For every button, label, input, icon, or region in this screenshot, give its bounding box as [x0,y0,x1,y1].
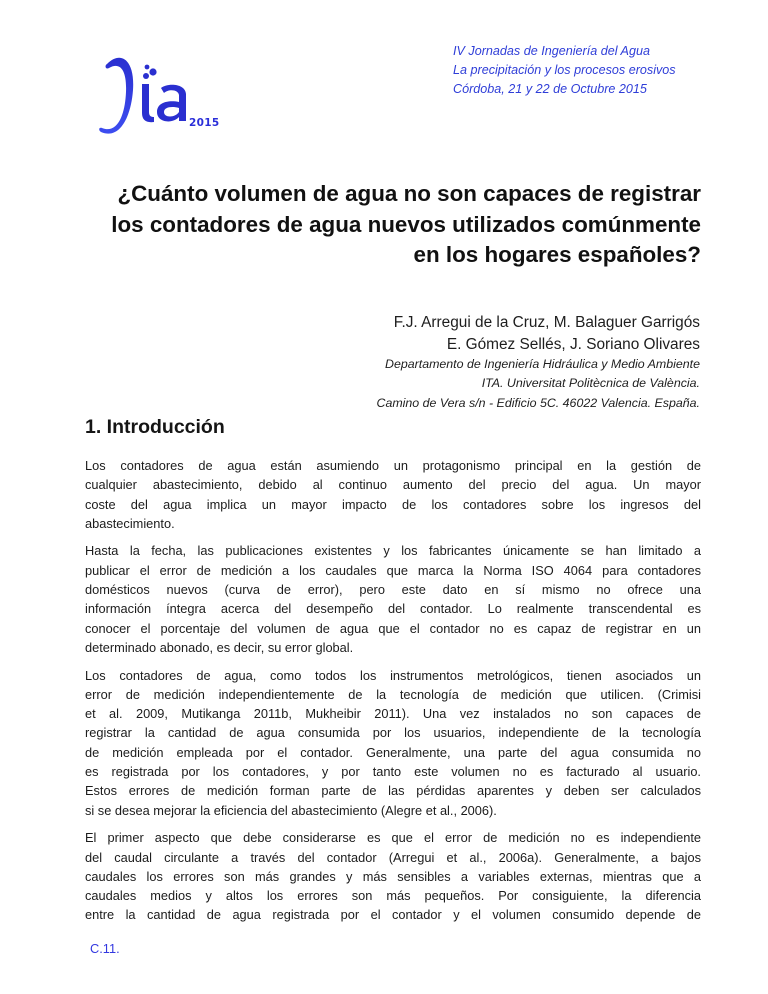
page-number: C.11. [90,941,120,956]
text-line: et al. 2009, Mutikanga 2011b, Mukheibir 2011). Una vez instalados no son capaces de [85,706,701,722]
text-line: determinado abonado, es decir, su error global. [85,639,354,655]
authors-line: E. Gómez Sellés, J. Soriano Olivares [446,336,700,353]
conference-info [453,42,676,99]
title-line: ¿Cuánto volumen de agua no son capaces de registrar [117,181,701,206]
text-line: del caudal circulante a través del contador (Arregui et al., 2006a). Generalmente, a bajos [85,849,701,865]
text-line: información íntegra acerca del desempeño del contador. Lo realmente transcendental es [85,601,701,617]
authors [394,312,700,356]
section-body [85,456,701,933]
logo-year: 2015 [189,117,220,129]
paragraph [85,666,701,820]
conference-date-location: Córdoba, 21 y 22 de Octubre 2015 [453,82,647,96]
conference-logo [95,50,235,150]
jia-logo-icon [95,50,235,150]
text-line: entre la cantidad de agua registrada por el contador y el volumen consumido depende de [85,907,701,923]
section-heading: 1. Introducción [85,416,225,438]
conference-theme: La precipitación y los procesos erosivos [453,63,676,77]
affiliation-line: Departamento de Ingeniería Hidráulica y Medio Ambiente [385,357,700,371]
text-line: es registrada por los contadores, y por tanto este volumen no es facturado al usuario. [85,764,701,780]
paper-title [80,179,701,271]
conference-name: IV Jornadas de Ingeniería del Agua [453,44,650,58]
title-line: los contadores de agua nuevos utilizados comúnmente [111,211,701,237]
text-line: publicar el error de medición a los caudales que marca la Norma ISO 4064 para contadores [85,562,701,578]
text-line: de medición empleada por el contador. Generalmente, una parte del agua consumida no [85,744,701,760]
text-line: si se desea mejorar la eficiencia del abastecimiento (Alegre et al., 2006). [85,802,497,818]
text-line: El primer aspecto que debe considerarse es que el error de medición no es independiente [85,830,701,846]
text-line: cualquier abastecimiento, debido al continuo aumento del precio del agua. Un mayor [85,477,701,493]
paragraph [85,541,701,657]
authors-line: F.J. Arregui de la Cruz, M. Balaguer Garrigós [393,314,700,331]
affiliation-line: Camino de Vera s/n - Edificio 5C. 46022 Valencia. España. [376,395,700,410]
text-line: conocer el porcentaje del volumen de agua que el contador no es capaz de registrar en un [85,620,701,636]
affiliation [377,355,701,413]
paragraph [85,828,701,924]
text-line: Estos errores de medición forman parte de las pérdidas aparentes y deben ser calculados [85,783,701,799]
text-line: caudales los errores son más grandes y más sensibles a variables externas, mientras que a [85,868,701,884]
text-line: abastecimiento. [85,515,175,531]
title-line: en los hogares españoles? [413,242,701,267]
text-line: coste del agua implica un mayor impacto de los contadores sobre los ingresos del [85,496,701,512]
text-line: Hasta la fecha, las publicaciones existentes y los fabricantes únicamente se han limitado a [85,543,701,559]
text-line: registrar la cantidad de agua consumida por los usuarios, independiente de la tecnología [85,725,701,741]
paragraph [85,456,701,533]
text-line: Los contadores de agua, como todos los instrumentos metrológicos, tienen asociados un [85,667,701,683]
text-line: error de medición independientemente de la tecnología de medición que utilicen. (Crimisi [85,686,701,702]
text-line: domésticos nuevos (curva de error), pero este dato en sí mismo no ofrece una [85,582,701,598]
affiliation-line: ITA. Universitat Politècnica de València. [481,376,700,391]
text-line: Los contadores de agua están asumiendo un protagonismo principal en la gestión de [85,458,701,473]
text-line: caudales medios y altos los errores son más pequeños. Por consiguiente, la diferencia [85,888,701,904]
